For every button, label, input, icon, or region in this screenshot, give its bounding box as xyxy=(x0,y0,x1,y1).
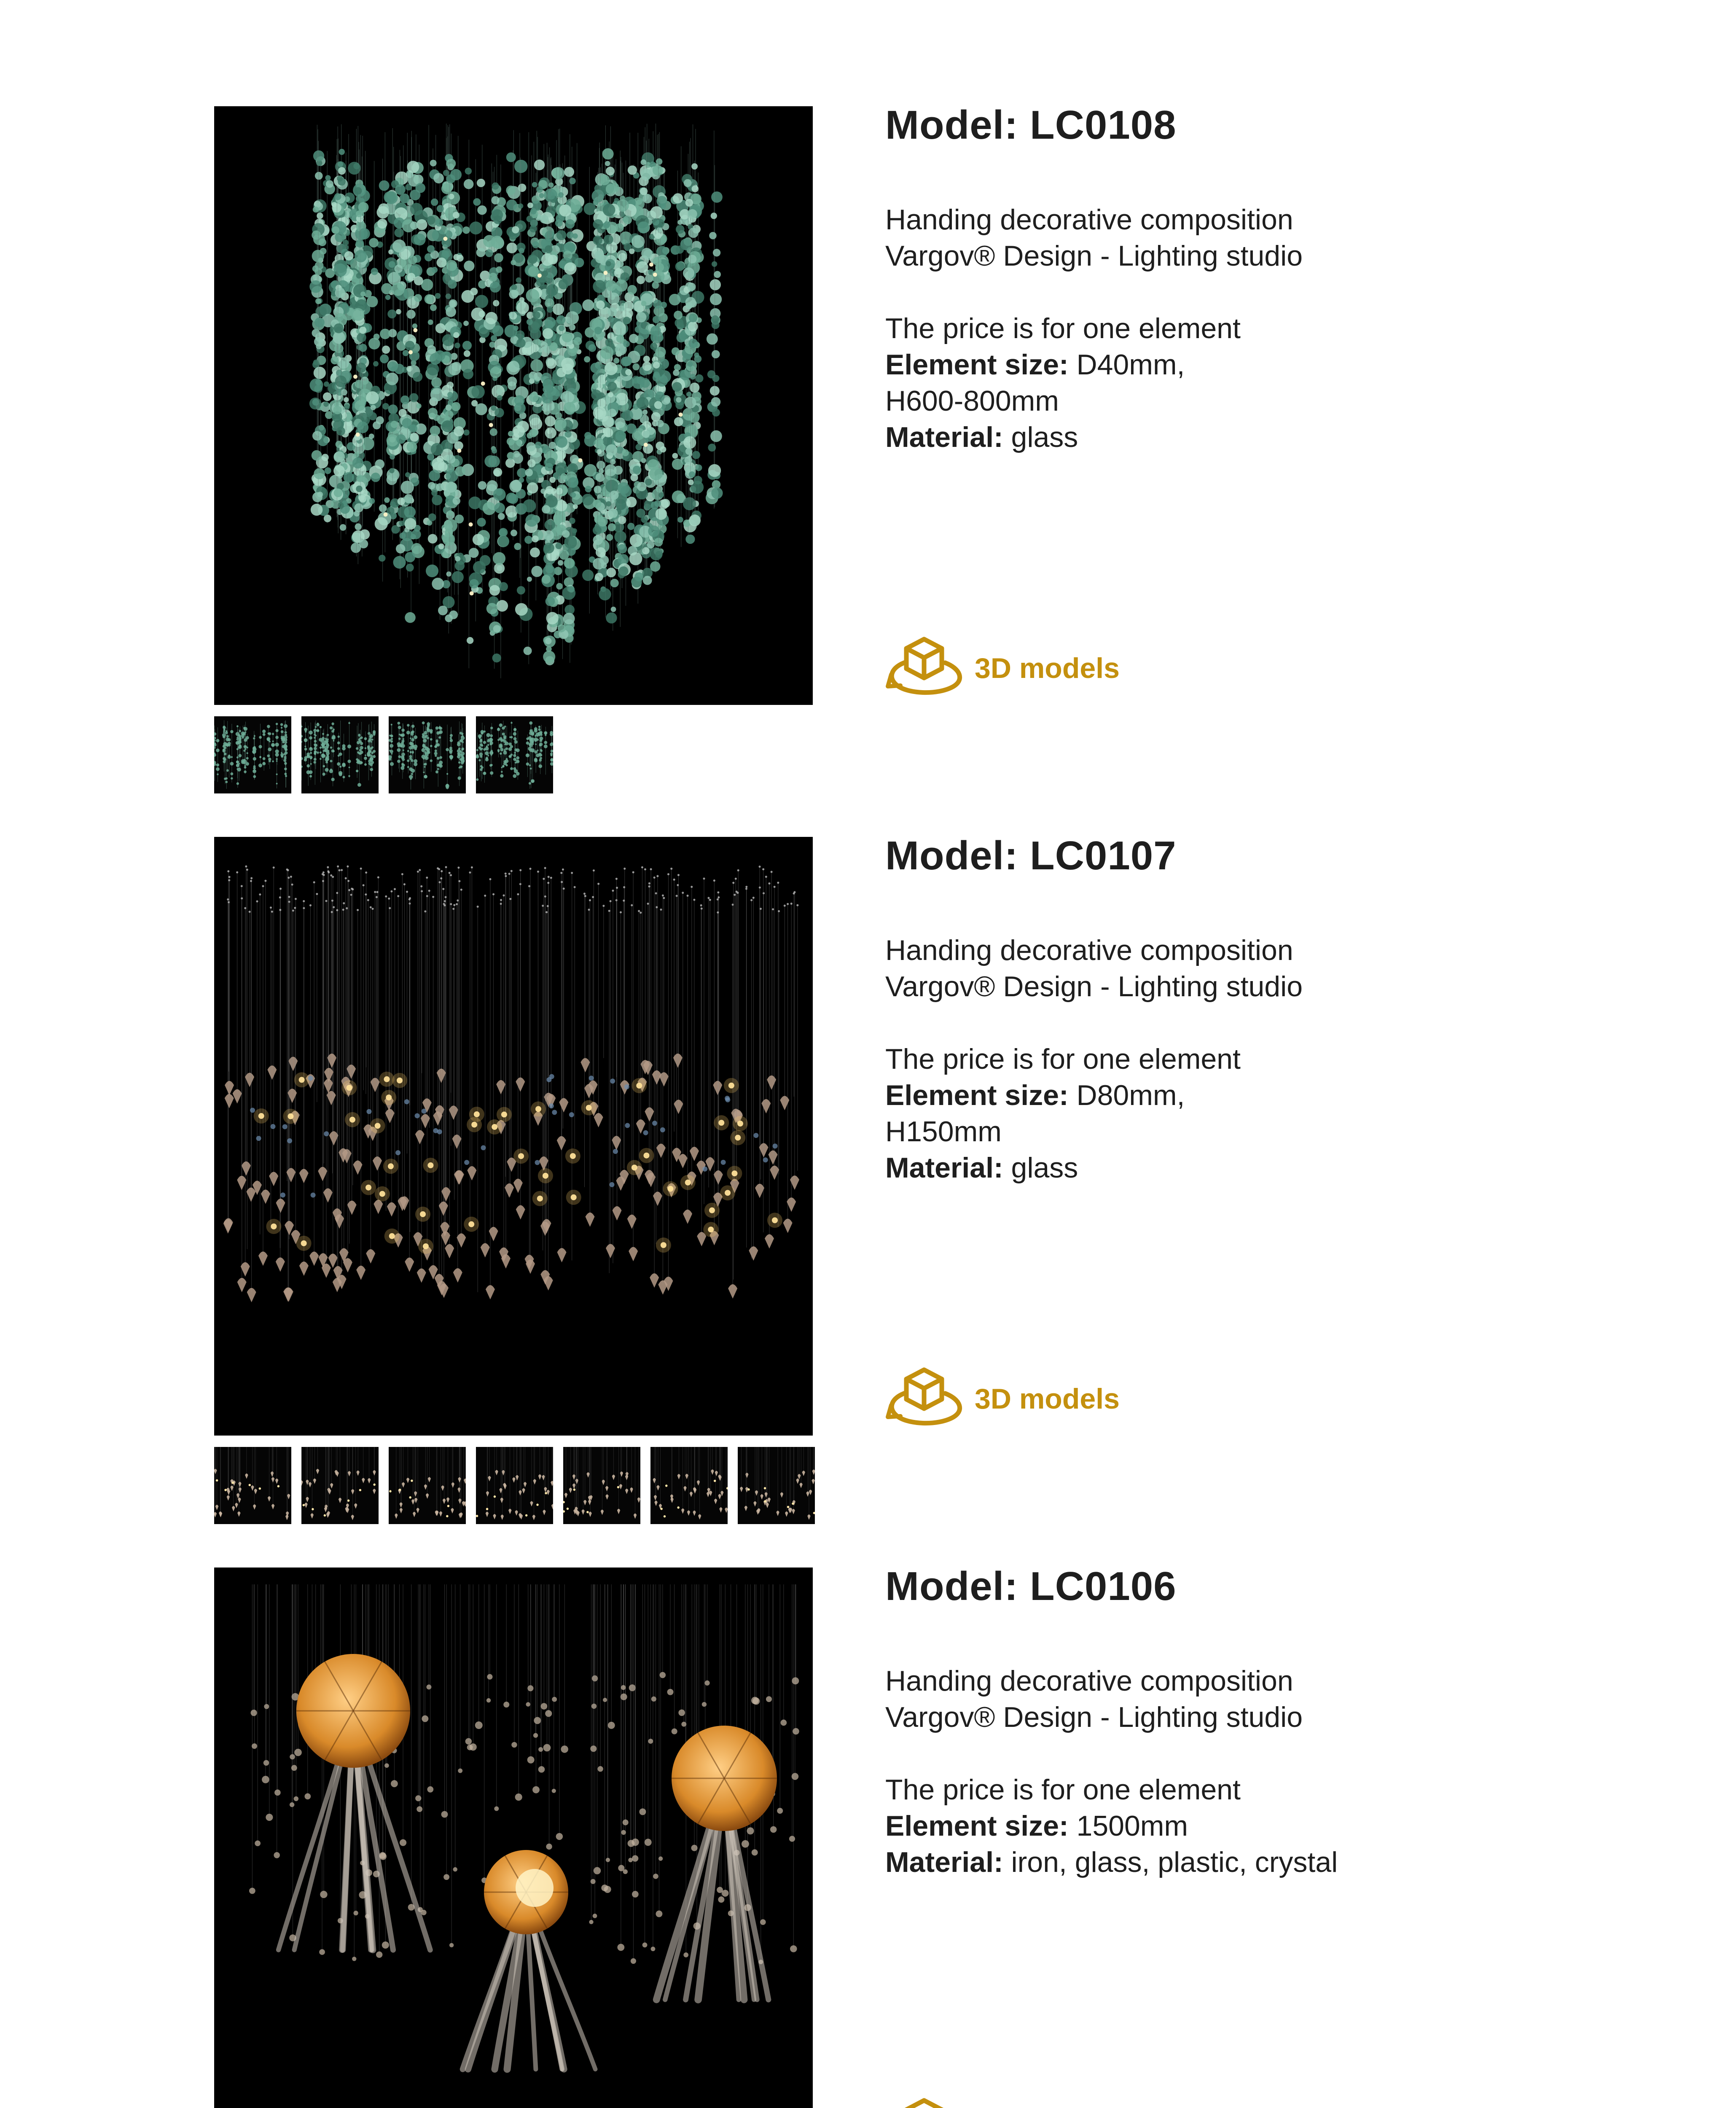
thumbnail-lc0107-4[interactable] xyxy=(476,1447,553,1524)
green-glass-beads-chandelier-image xyxy=(214,106,813,705)
3d-models-label: 3D models xyxy=(975,652,1120,684)
element-size-row xyxy=(885,347,1303,383)
element-size-label: Element size: xyxy=(885,349,1069,381)
cube-rotate-icon xyxy=(882,2094,966,2108)
material-value: iron, glass, plastic, crystal xyxy=(1003,1846,1338,1878)
element-size-label: Element size: xyxy=(885,1810,1069,1842)
thumbnail-lc0108-1[interactable] xyxy=(214,716,291,793)
material-label: Material: xyxy=(885,1152,1003,1184)
3d-models-link[interactable] xyxy=(882,2094,1120,2108)
element-size-label: Element size: xyxy=(885,1079,1069,1111)
element-size-value: D40mm, xyxy=(1068,349,1185,381)
material-label: Material: xyxy=(885,1846,1003,1878)
studio-name: Vargov® Design - Lighting studio xyxy=(885,971,1303,1003)
thumbnail-lc0107-1[interactable] xyxy=(214,1447,291,1524)
product-photo-lc0108[interactable] xyxy=(214,106,813,705)
material-value: glass xyxy=(1003,421,1078,453)
material-row xyxy=(885,1844,1338,1880)
composition-type: Handing decorative composition xyxy=(885,204,1293,236)
price-note: The price is for one element xyxy=(885,1774,1241,1806)
product-photo-lc0107[interactable] xyxy=(214,837,813,1436)
model-title: Model: LC0106 xyxy=(885,1564,1177,1609)
glass-drops-chandelier-image xyxy=(214,837,813,1436)
element-size-row xyxy=(885,1077,1303,1113)
element-size-value: D80mm, xyxy=(1068,1079,1185,1111)
price-note: The price is for one element xyxy=(885,1043,1241,1075)
composition-type: Handing decorative composition xyxy=(885,1665,1293,1697)
material-value: glass xyxy=(1003,1152,1078,1184)
studio-name: Vargov® Design - Lighting studio xyxy=(885,240,1303,272)
element-size-value: 1500mm xyxy=(1068,1810,1188,1842)
studio-name: Vargov® Design - Lighting studio xyxy=(885,1701,1303,1733)
material-row xyxy=(885,419,1303,455)
thumbnail-lc0107-6[interactable] xyxy=(650,1447,728,1524)
thumbnail-lc0108-3[interactable] xyxy=(389,716,466,793)
3d-models-link[interactable] xyxy=(882,632,1120,704)
product-description xyxy=(885,1663,1338,1880)
price-note: The price is for one element xyxy=(885,312,1241,344)
product-description xyxy=(885,932,1303,1186)
thumbnail-lc0107-2[interactable] xyxy=(301,1447,379,1524)
cube-rotate-icon xyxy=(882,632,966,704)
cube-rotate-icon xyxy=(882,1363,966,1435)
jellyfish-chandelier-image xyxy=(214,1568,813,2108)
product-photo-lc0106[interactable] xyxy=(214,1568,813,2108)
model-title: Model: LC0108 xyxy=(885,102,1177,148)
thumbnail-lc0107-3[interactable] xyxy=(389,1447,466,1524)
element-size-row xyxy=(885,1808,1338,1844)
product-lc0107 xyxy=(0,833,1736,1569)
thumbnail-lc0108-2[interactable] xyxy=(301,716,379,793)
element-size-value-2: H150mm xyxy=(885,1116,1002,1148)
thumbnail-lc0107-7[interactable] xyxy=(738,1447,815,1524)
3d-models-label: 3D models xyxy=(975,1383,1120,1415)
thumbnail-lc0108-4[interactable] xyxy=(476,716,553,793)
model-title: Model: LC0107 xyxy=(885,833,1177,878)
product-lc0108 xyxy=(0,102,1736,838)
product-description xyxy=(885,202,1303,455)
3d-models-link[interactable] xyxy=(882,1363,1120,1435)
material-label: Material: xyxy=(885,421,1003,453)
composition-type: Handing decorative composition xyxy=(885,934,1293,966)
product-lc0106 xyxy=(0,1564,1736,2108)
element-size-value-2: H600-800mm xyxy=(885,385,1059,417)
thumbnail-lc0107-5[interactable] xyxy=(563,1447,640,1524)
material-row xyxy=(885,1150,1303,1186)
